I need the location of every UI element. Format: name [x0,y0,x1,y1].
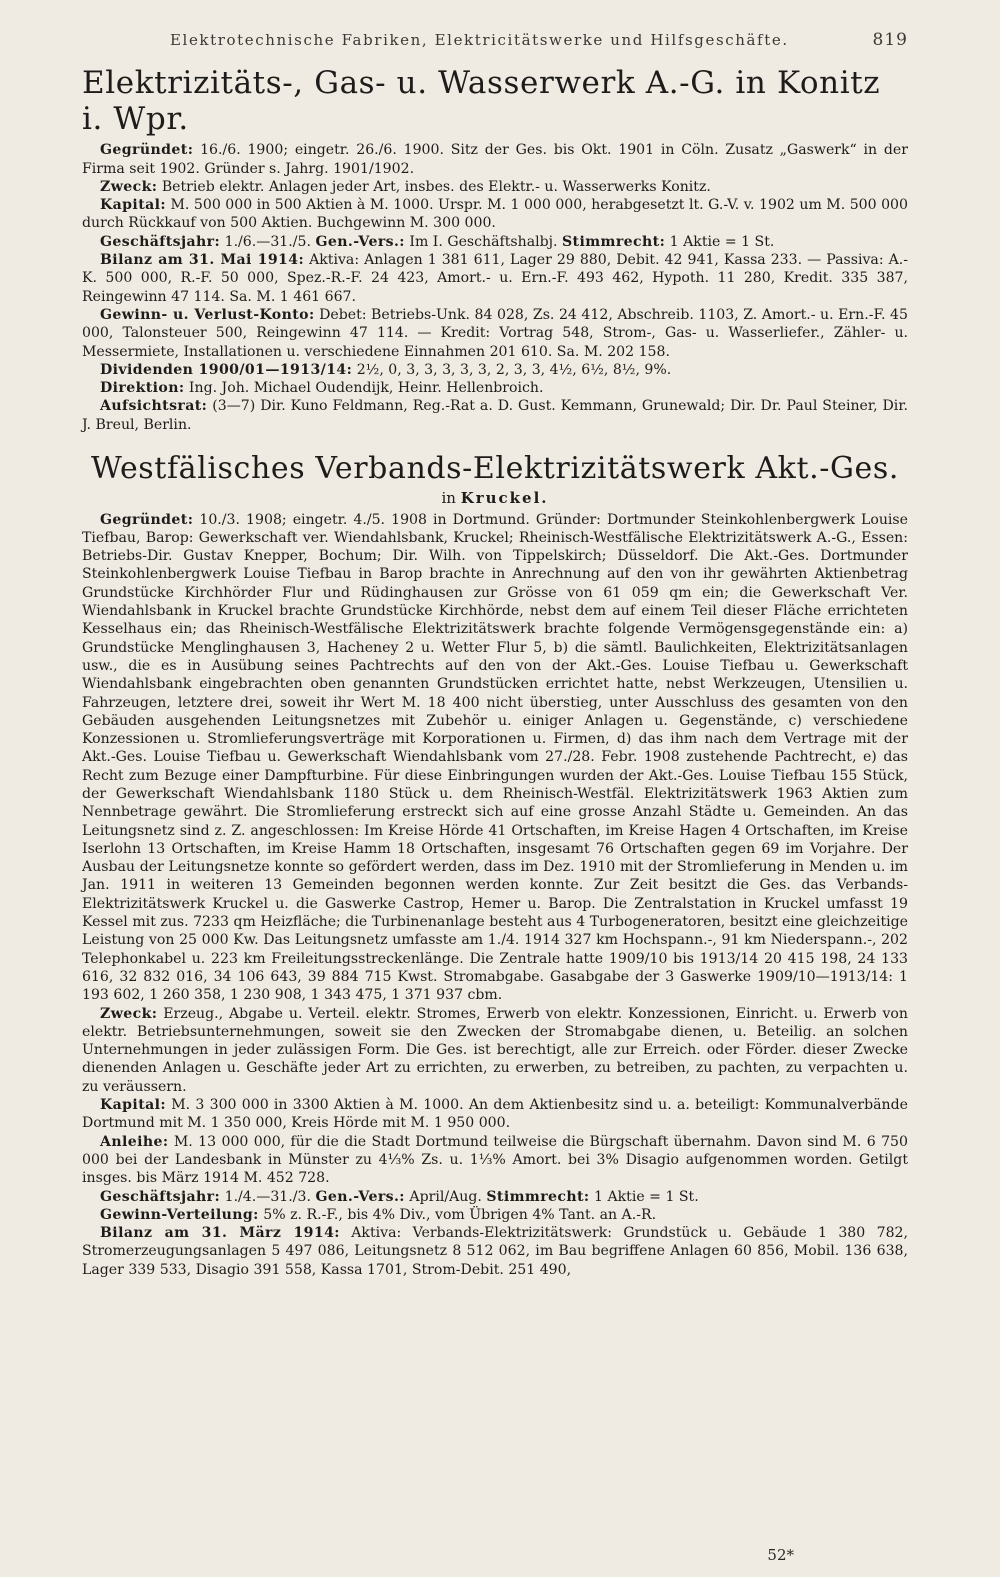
page-number: 819 [872,30,908,50]
company-section-2 [82,511,908,1279]
company-title: Elektrizitäts-, Gas- u. Wasserwerk A.-G. in Konitz i. Wpr. [82,65,881,137]
entry-kapital: Kapital: M. 3 300 000 in 3300 Aktien à M. 1000. An dem Aktienbesitz sind u. a. beteiligt: Kommunalverbände Dortmund mit M. 1 350 000, Kreis Hörde mit M. 1 950 000. [82,1097,908,1132]
entry-geschaeftsjahr: Geschäftsjahr: 1./6.—31./5. Gen.-Vers.: Im I. Geschäftshalbj. Stimmrecht: 1 Aktie = 1 St. [100,233,775,250]
entry-aufsichtsrat: Aufsichtsrat: (3—7) Dir. Kuno Feldmann, Reg.-Rat a. D. Gust. Kemmann, Grunewald; Dir. Dr. Paul Steiner, Dir. J. Breul, Berlin. [82,398,908,433]
running-head [170,30,908,50]
entry-gegruendet: Gegründet: 16./6. 1900; eingetr. 26./6. 1900. Sitz der Ges. bis Okt. 1901 in Cöln. Zusatz „Gaswerk“ in der Firma seit 1902. Gründer s. Jahrg. 1901/1902. [82,142,908,177]
company-location: in Kruckel. [441,488,549,507]
entry-anleihe: Anleihe: M. 13 000 000, für die die Stadt Dortmund teilweise die Bürgschaft übernahm. Davon sind M. 6 750 000 bei der Landesbank in Münster zu 4⅓% Zs. u. 1⅓% Amort. bei 3% Disagio aufgenommen worden. Getilgt insges. bis März 1914 M. 452 728. [82,1133,908,1187]
page-signature: 52* [767,1546,794,1564]
company-title: Westfälisches Verbands-Elektrizitätswerk Akt.-Ges. [90,451,900,487]
entry-bilanz: Bilanz am 31. Mai 1914: Aktiva: Anlagen 1 381 611, Lager 29 880, Debit. 42 941, Kassa 233. — Passiva: A.-K. 500 000, R.-F. 50 000, Spez.-R.-F. 24 423, Amort.- u. Ern.-F. 493 462, Hypoth. 11 280, Kredit. 335 387, Reingewinn 47 114. Sa. M. 1 461 667. [82,252,908,305]
entry-kapital: Kapital: M. 500 000 in 500 Aktien à M. 1000. Urspr. M. 1 000 000, herabgesetzt lt. G.-V. v. 1902 um M. 500 000 durch Rückkauf von 500 Aktien. Buchgewinn M. 300 000. [82,197,908,232]
entry-bilanz: Bilanz am 31. März 1914: Aktiva: Verbands-Elektrizitätswerk: Grundstück u. Gebäude 1 380 782, Stromerzeugungsanlagen 5 497 086, Leitungsnetz 8 512 062, im Bau begriffene Anlagen 60 856, Mobil. 136 638, Lager 339 533, Disagio 391 558, Kassa 1701, Strom-Debit. 251 490, [82,1225,908,1278]
entry-gewinn-verlust: Gewinn- u. Verlust-Konto: Debet: Betriebs-Unk. 84 028, Zs. 24 412, Abschreib. 1103, Z. Amort.- u. Ern.-F. 45 000, Talonsteuer 500, Reingewinn 47 114. — Kredit: Vortrag 548, Strom-, Gas- u. Wasserliefer., Zähler- u. Messermiete, Installationen u. verschiedene Einnahmen 201 610. Sa. M. 202 158. [82,306,908,360]
entry-gewinn-verteilung: Gewinn-Verteilung: 5% z. R.-F., bis 4% Div., vom Übrigen 4% Tant. an A.-R. [100,1206,657,1223]
entry-zweck: Zweck: Erzeug., Abgabe u. Verteil. elektr. Stromes, Erwerb von elektr. Konzessionen, Einricht. u. Erwerb von elektr. Betriebsunternehmungen, soweit sie den Zwecken der Stromabgabe dienen, u. Beteilig. an solchen Unternehmungen in jeder zulässigen Form. Die Ges. ist berechtigt, alle zur Erreich. oder Förder. dieser Zwecke dienenden Anlagen u. Geschäfte jeder Art zu errichten, zu erwerben, zu betreiben, zu pachten, zu verpachten u. zu veräussern. [82,1005,908,1095]
entry-direktion: Direktion: Ing. Joh. Michael Oudendijk, Heinr. Hellenbroich. [100,380,544,397]
running-title: Elektrotechnische Fabriken, Elektricitätswerke und Hilfsgeschäfte. [170,31,789,49]
entry-geschaeftsjahr: Geschäftsjahr: 1./4.—31./3. Gen.-Vers.: April/Aug. Stimmrecht: 1 Aktie = 1 St. [100,1188,699,1205]
entry-dividenden: Dividenden 1900/01—1913/14: 2½, 0, 3, 3, 3, 3, 3, 2, 3, 3, 4½, 6½, 8½, 9%. [100,361,672,378]
company-section-1 [82,141,908,434]
entry-gegruendet: Gegründet: 10./3. 1908; eingetr. 4./5. 1908 in Dortmund. Gründer: Dortmunder Steinkohlenbergwerk Louise Tiefbau, Barop: Gewerkschaft ver. Wiendahlsbank, Kruckel; Rheinisch-Westfälische Elektrizitätswerk A.-G., Essen: Betriebs-Dir. Gustav Knepper, Bochum; Dir. Wilh. von Tippelskirch; Düsseldorf. Die Akt.-Ges. Dortmunder Steinkohlenbergwerk Louise Tiefbau in Barop brachte in Anrechnung auf den von ihr gewährten Aktienbetrag Grundstücke Kirchhörder Flur und Rüdinghausen zur Grösse von 61 059 qm ein; die Gewerkschaft Ver. Wiendahlsbank in Kruckel brachte Grundstücke Kirchhörde, nebst dem auf einem Teil dieser Fläche errichteten Kesselhaus ein; das Rheinisch-Westfälische Elektrizitätswerk brachte folgende Vermögensgegenstände ein: a) Grundstücke Menglinghausen 3, Hacheney 2 u. Wetter Flur 5, b) die sämtl. Baulichkeiten, Elektrizitätsanlagen usw., die es in Ausübung seines Pachtrechts auf den von der Akt.-Ges. Louise Tiefbau u. Gewerkschaft Wiendahlsbank eingebrachten oben genannten Grundstücken errichtet hatte, nebst Werkzeugen, Utensilien u. Fahrzeugen, letztere drei, soweit ihr Wert M. 18 400 nicht überstieg, unter Ausschluss des gesamten von den Gebäuden ausgehenden Leitungsnetzes mit Zubehör u. einiger Anlagen u. Gegenstände, c) verschiedene Konzessionen u. Stromlieferungsverträge mit Korporationen u. Firmen, d) das ihm nach dem Vertrage mit der Akt.-Ges. Louise Tiefbau u. Gewerkschaft Wiendahlsbank vom 27./28. Febr. 1908 zustehende Pachtrecht, e) das Recht zum Bezuge einer Dampfturbine. Für diese Einbringungen wurden der Akt.-Ges. Louise Tiefbau 155 Stück, der Gewerkschaft Wiendahlsbank 1180 Stück u. dem Rheinisch-Westfäl. Elektrizitätswerk 1963 Aktien zum Nennbetrage gewährt. Die Stromlieferung erstreckt sich auf eine grosse Anzahl Städte u. Gemeinden. An das Leitungsnetz sind z. Z. angeschlossen: Im Kreise Hörde 41 Ortschaften, im Kreise Hagen 4 Ortschaften, im Kreise Iserlohn 13 Ortschaften, im Kreise Hamm 18 Ortschaften, insgesamt 76 Ortschaften gegen 69 im Vorjahre. Der Ausbau der Leitungsnetze konnte so gefördert werden, dass im Dez. 1910 mit der Stromlieferung in Menden u. im Jan. 1911 in weiteren 13 Gemeinden begonnen werden konnte. Zur Zeit besitzt die Ges. das Verbands-Elektrizitätswerk Kruckel u. die Gaswerke Castrop, Hemer u. Barop. Die Zentralstation in Kruckel umfasst 19 Kessel mit zus. 7233 qm Heizfläche; die Turbinenanlage besteht aus 4 Turbogeneratoren, besitzt eine gleichzeitige Leistung von 25 000 Kw. Das Leitungsnetz umfasste am 1./4. 1914 327 km Hochspann.-, 91 km Niederspann.-, 202 Telephonkabel u. 223 km Freileitungsstreckenlänge. Die Zentrale hatte 1909/10 bis 1913/14 20 415 198, 24 133 616, 32 832 016, 34 106 643, 39 884 715 Kwst. Stromabgabe. Gasabgabe der 3 Gaswerke 1909/10—1913/14: 1 193 602, 1 260 358, 1 230 908, 1 343 475, 1 371 937 cbm. [82,511,908,1004]
entry-zweck: Zweck: Betrieb elektr. Anlagen jeder Art, insbes. des Elektr.- u. Wasserwerks Konitz. [100,178,711,195]
